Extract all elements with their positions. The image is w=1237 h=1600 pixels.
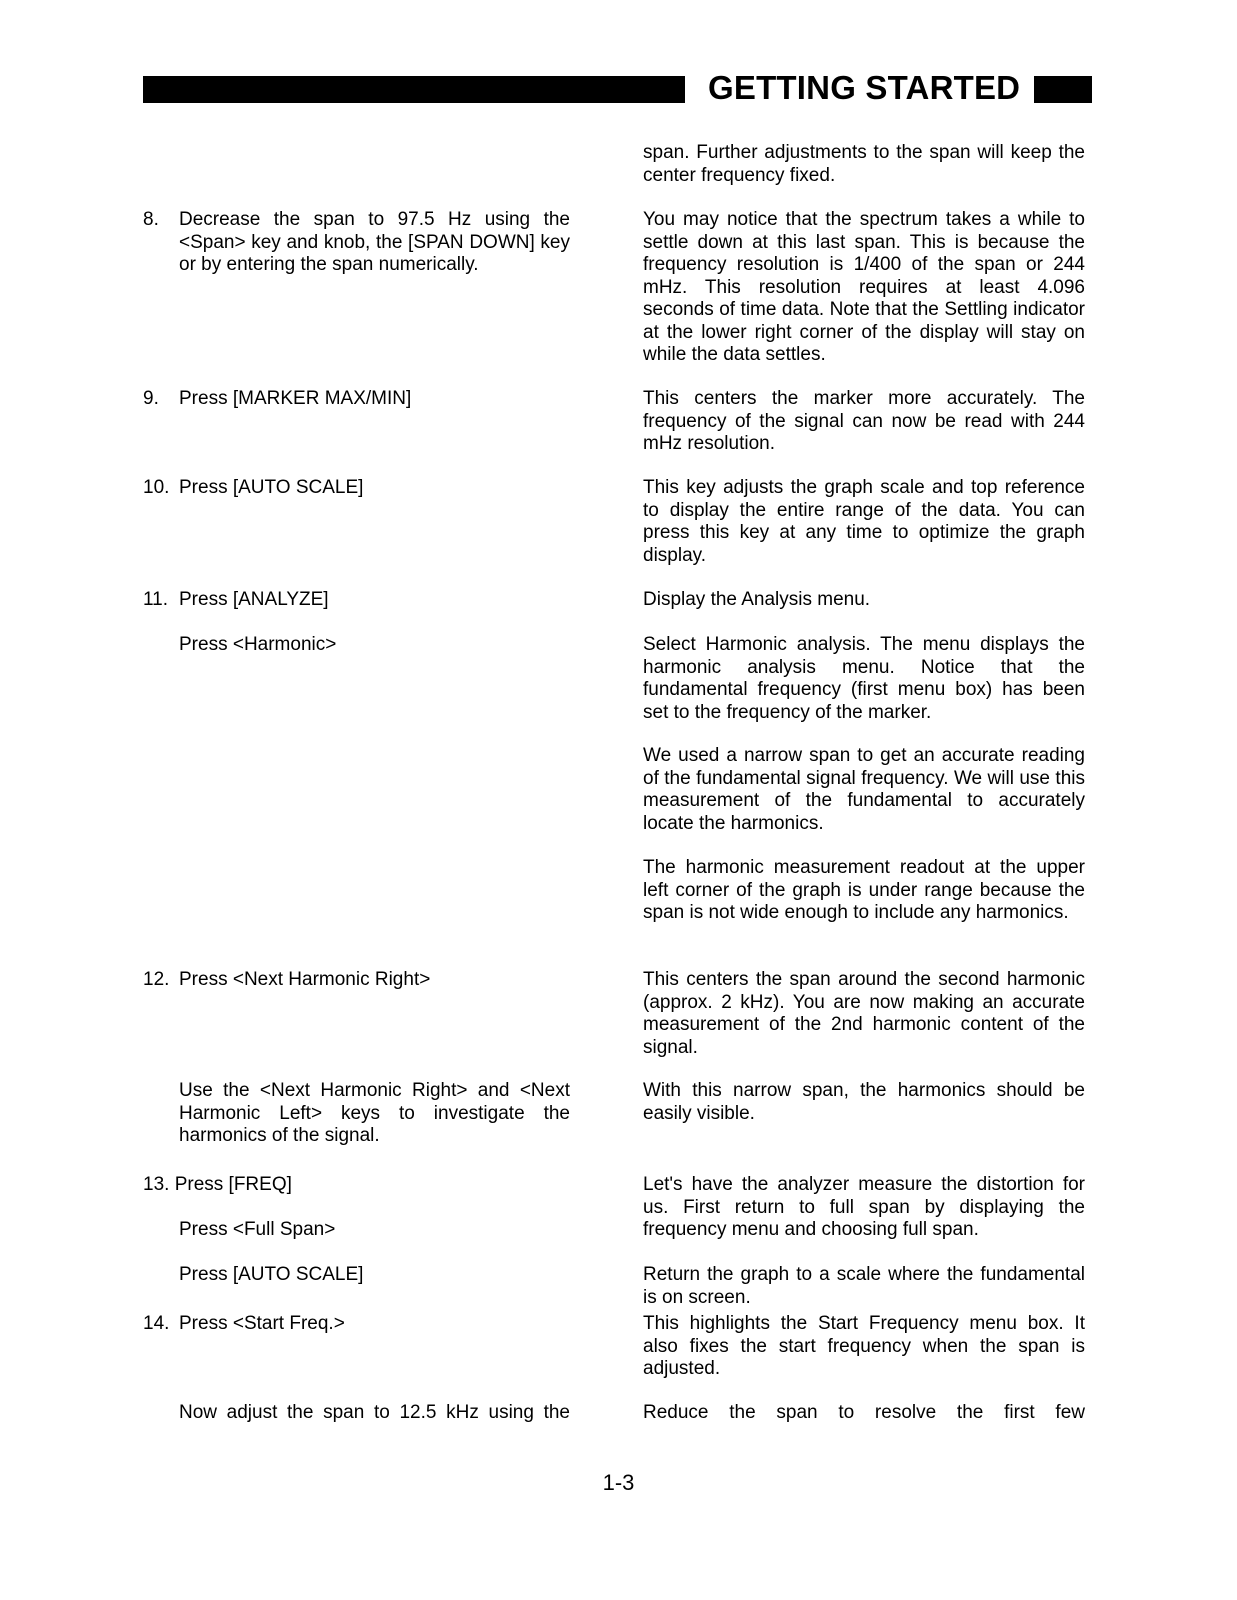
step-14 xyxy=(143,1313,570,1336)
step-10 xyxy=(143,477,570,500)
step-13-substep-auto-scale xyxy=(179,1264,570,1287)
step-number: 8. xyxy=(143,209,159,230)
step-text: Press [AUTO SCALE] xyxy=(179,1264,364,1285)
step-11 xyxy=(143,589,570,612)
paragraph-harmonic-note: Select Harmonic analysis. The menu displays the harmonic analysis menu. Notice that the fundamental frequency (first menu box) has been set to the frequency of the marker. xyxy=(643,634,1085,723)
page-number: 1-3 xyxy=(602,1470,635,1495)
paragraph-step12-note: This centers the span around the second harmonic (approx. 2 kHz). You are now making an accurate measurement of the 2nd harmonic content of the signal. xyxy=(643,969,1085,1058)
header-bar-left xyxy=(143,76,685,103)
step-text: Press <Full Span> xyxy=(179,1219,336,1240)
paragraph-reduce-span-note: Reduce the span to resolve the first few xyxy=(643,1402,1085,1423)
paragraph-narrow-span-note: We used a narrow span to get an accurate reading of the fundamental signal frequency. We will use this measurement of the fundamental to accurately locate the harmonics. xyxy=(643,745,1085,834)
step-13-substep-full-span xyxy=(179,1219,570,1242)
section-title: GETTING STARTED xyxy=(708,69,1021,106)
paragraph-under-range-note: The harmonic measurement readout at the upper left corner of the graph is under range because the span is not wide enough to include any harmonics. xyxy=(643,857,1085,923)
paragraph-step8-note: You may notice that the spectrum takes a while to settle down at this last span. This is because the frequency resolution is 1/400 of the span or 244 mHz. This resolution requires at least 4.096 seconds of time data. Note that the Settling indicator at the lower right corner of the display will stay on while the data settles. xyxy=(643,209,1085,365)
step-number: 9. xyxy=(143,388,159,409)
step-number: 14. xyxy=(143,1313,170,1334)
step-14-substep xyxy=(179,1402,570,1425)
paragraph-return-graph-note: Return the graph to a scale where the fundamental is on screen. xyxy=(643,1264,1085,1308)
step-text: Press <Start Freq.> xyxy=(179,1313,345,1334)
step-12-substep xyxy=(179,1080,570,1148)
step-9 xyxy=(143,388,570,411)
header-bar-right xyxy=(1034,76,1092,103)
step-12 xyxy=(143,969,570,992)
step-text: Now adjust the span to 12.5 kHz using the xyxy=(179,1402,570,1423)
step-text: Use the <Next Harmonic Right> and <Next Harmonic Left> keys to investigate the harmonics of the signal. xyxy=(179,1080,570,1146)
step-number: 13. xyxy=(143,1174,170,1195)
paragraph-step9-note: This centers the marker more accurately. The frequency of the signal can now be read with 244 mHz resolution. xyxy=(643,388,1085,454)
paragraph-step10-note: This key adjusts the graph scale and top reference to display the entire range of the data. You can press this key at any time to optimize the graph display. xyxy=(643,477,1085,566)
paragraph-step11-note: Display the Analysis menu. xyxy=(643,589,871,610)
step-8 xyxy=(143,209,570,277)
step-number: 11. xyxy=(143,589,169,610)
step-text: Press [ANALYZE] xyxy=(179,589,329,610)
step-text: Press [AUTO SCALE] xyxy=(179,477,364,498)
paragraph-step13-note: Let's have the analyzer measure the distortion for us. First return to full span by displaying the frequency menu and choosing full span. xyxy=(643,1174,1085,1240)
step-number: 10. xyxy=(143,477,170,498)
step-number: 12. xyxy=(143,969,170,990)
step-11-substep xyxy=(179,634,570,657)
paragraph-step14-note: This highlights the Start Frequency menu box. It also fixes the start frequency when the span is adjusted. xyxy=(643,1313,1085,1379)
step-text: Press [MARKER MAX/MIN] xyxy=(179,388,412,409)
paragraph-harmonics-visible-note: With this narrow span, the harmonics should be easily visible. xyxy=(643,1080,1085,1124)
paragraph-span-continued: span. Further adjustments to the span will keep the center frequency fixed. xyxy=(643,142,1085,186)
step-13 xyxy=(143,1174,570,1197)
step-text: Decrease the span to 97.5 Hz using the <Span> key and knob, the [SPAN DOWN] key or by entering the span numerically. xyxy=(179,209,570,275)
step-text: Press <Harmonic> xyxy=(179,634,337,655)
step-text: Press [FREQ] xyxy=(174,1174,292,1195)
step-text: Press <Next Harmonic Right> xyxy=(179,969,431,990)
